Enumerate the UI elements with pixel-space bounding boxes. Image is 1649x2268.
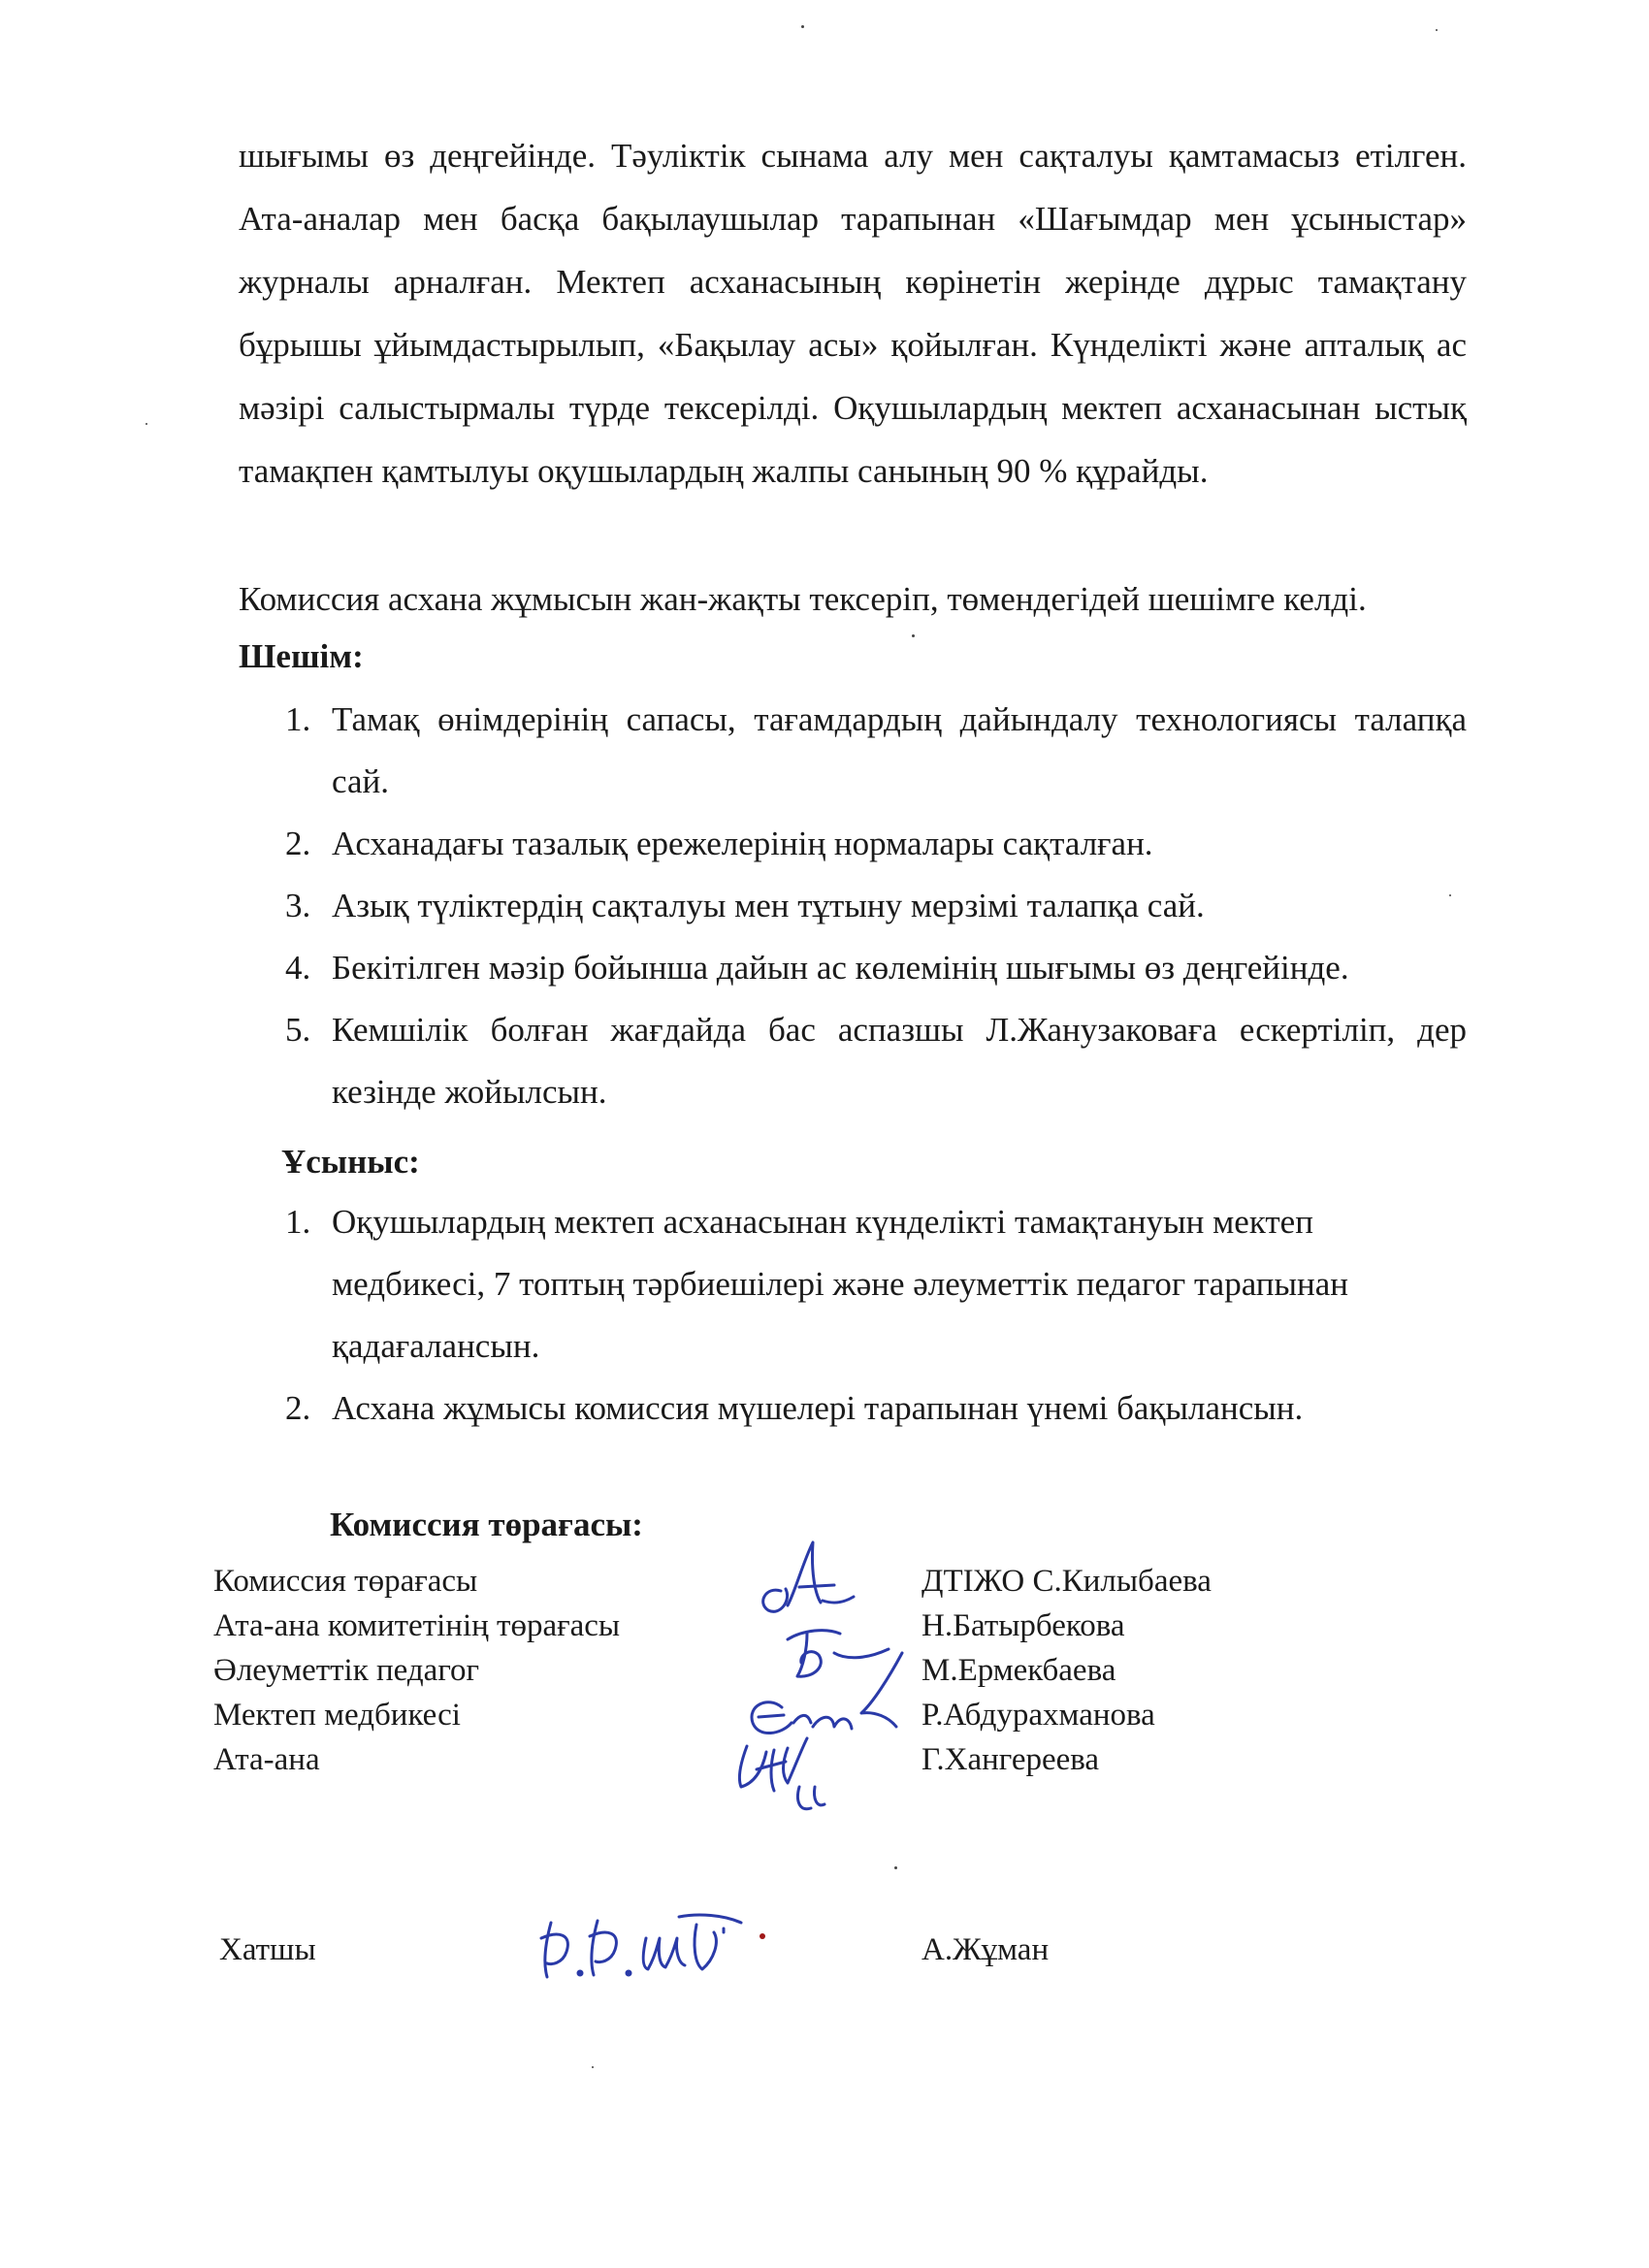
scan-speck — [801, 25, 804, 28]
signatory-name: Р.Абдурахманова — [922, 1698, 1155, 1733]
scan-speck — [146, 423, 147, 425]
signatory-role: Ата-ана комитетінің төрағасы — [213, 1608, 621, 1643]
item-text: Асханадағы тазалық ережелерінің нормалары сақталған. — [332, 825, 1153, 862]
scan-speck — [592, 2066, 594, 2068]
item-text: Бекітілген мәзір бойынша дайын ас көлемінің шығымы өз деңгейінде. — [332, 949, 1349, 987]
signatory-name: ДТІЖО С.Килыбаева — [922, 1564, 1212, 1599]
item-text: Азық түліктердің сақталуы мен тұтыну мерзімі талапқа сай. — [332, 887, 1205, 924]
item-number: 3. — [285, 887, 311, 924]
signatory-role: Әлеуметтік педагог — [213, 1653, 480, 1688]
item-number: 1. — [285, 1203, 311, 1241]
item-number: 4. — [285, 949, 311, 987]
item-text: Кемшілік болған жағдайда бас аспазшы Л.Жанузаковаға ескертіліп, дер кезінде жойылсын. — [332, 1011, 1467, 1111]
intro-paragraph — [239, 124, 1467, 502]
scan-speck — [1449, 894, 1451, 896]
scan-speck — [912, 634, 915, 637]
scan-speck — [1436, 29, 1438, 31]
signatory-role: Комиссия төрағасы — [213, 1564, 478, 1599]
list-item — [285, 689, 1467, 813]
list-item — [285, 875, 1467, 937]
signatories-title: Комиссия төрағасы: — [330, 1506, 643, 1543]
recommendation-heading: Ұсыныс: — [281, 1143, 420, 1181]
signatory-name: Г.Хангереева — [922, 1742, 1100, 1777]
item-text: Тамақ өнімдерінің сапасы, тағамдардың дайындалу технологиясы талапқа сай. — [332, 700, 1467, 800]
item-number: 1. — [285, 700, 311, 738]
recommendation-list — [285, 1191, 1401, 1440]
commission-statement: Комиссия асхана жұмысын жан-жақты тексеріп, төмендегідей шешімге келді. — [239, 580, 1367, 618]
scan-speck — [894, 1866, 897, 1869]
signatory-name: Н.Батырбекова — [922, 1608, 1125, 1643]
item-text: Асхана жұмысы комиссия мүшелері тарапынан үнемі бақылансын. — [332, 1389, 1304, 1427]
secretary-name: А.Жұман — [922, 1932, 1050, 1967]
list-item — [285, 999, 1467, 1123]
list-item — [285, 937, 1467, 999]
item-number: 5. — [285, 1011, 311, 1049]
decision-heading: Шешім: — [239, 637, 364, 675]
list-item — [285, 1191, 1401, 1377]
list-item — [285, 1377, 1401, 1440]
signatory-name: М.Ермекбаева — [922, 1653, 1116, 1688]
commission-signatures — [698, 1533, 931, 1814]
intro-text: шығымы өз деңгейінде. Тәуліктік сынама алу мен сақталуы қамтамасыз етілген. Ата-аналар мен басқа бақылаушылар тарапынан «Шағымдар мен ұсыныстар» журналы арналған. Мектеп асханасының көрінетін жерінде дұрыс тамақтану бұрышы ұйымдастырылып, «Бақылау асы» қойылған. Күнделікті және апталық ас мәзірі салыстырмалы түрде тексерілді. Оқушылардың мектеп асханасынан ыстық тамақпен қамтылуы оқушылардың жалпы санының 90 % құрайды. — [239, 137, 1467, 490]
decision-list — [285, 689, 1467, 1123]
item-number: 2. — [285, 1389, 311, 1427]
secretary-role: Хатшы — [219, 1932, 316, 1967]
list-item — [285, 813, 1467, 875]
signatory-role: Ата-ана — [213, 1742, 320, 1777]
item-text: Оқушылардың мектеп асханасынан күнделікті тамақтануын мектеп медбикесі, 7 топтың тәрбиешілері және әлеуметтік педагог тарапынан қадағалансын. — [332, 1203, 1349, 1365]
signatory-role: Мектеп медбикесі — [213, 1698, 461, 1733]
secretary-signature — [534, 1909, 776, 1987]
item-number: 2. — [285, 825, 311, 862]
